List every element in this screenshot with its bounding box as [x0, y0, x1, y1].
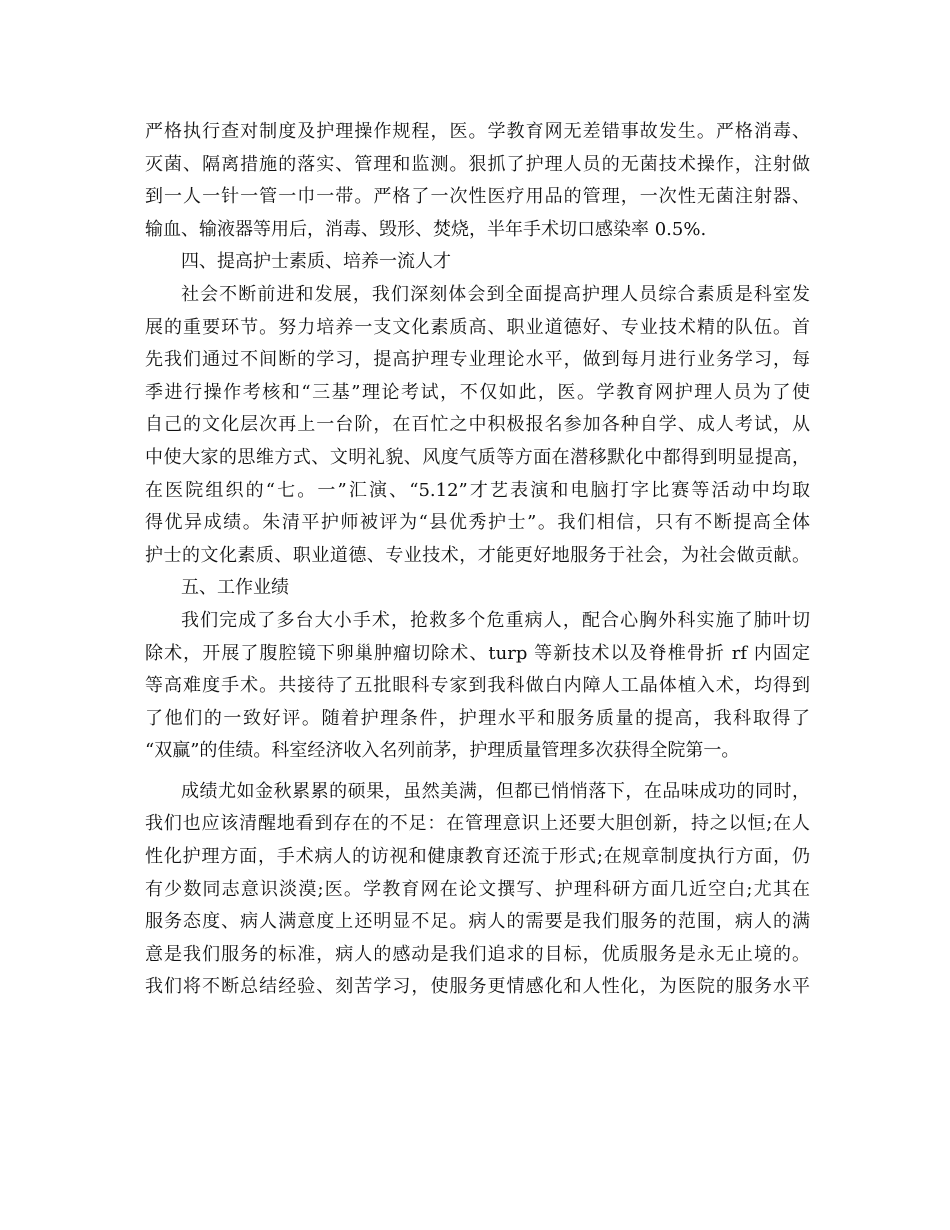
text-line: 护士的文化素质、职业道德、专业技术，才能更好地服务于社会，为社会做贡献。	[145, 544, 810, 566]
text-line: 灭菌、隔离措施的落实、管理和监测。狠抓了护理人员的无菌技术操作，注射做	[145, 153, 810, 175]
text-line: 成绩尤如金秋累累的硕果，虽然美满，但都已悄悄落下，在品味成功的同时，	[181, 780, 810, 802]
text-line: 服务态度、病人满意度上还明显不足。病人的需要是我们服务的范围，病人的满	[145, 911, 810, 933]
text-line: 先我们通过不间断的学习，提高护理专业理论水平，做到每月进行业务学习，每	[145, 349, 810, 371]
text-line: 季进行操作考核和“三基”理论考试，不仅如此，医。学教育网护理人员为了使	[145, 381, 810, 403]
text-line: 社会不断前进和发展，我们深刻体会到全面提高护理人员综合素质是科室发	[181, 283, 810, 305]
text-line: 了他们的一致好评。随着护理条件，护理水平和服务质量的提高，我科取得了	[145, 707, 810, 729]
text-line: 输血、输液器等用后，消毒、毁形、焚烧，半年手术切口感染率 0.5%.	[145, 218, 707, 240]
text-line: “双赢”的佳绩。科室经济收入名列前茅，护理质量管理多次获得全院第一。	[145, 740, 740, 762]
text-line: 中使大家的思维方式、文明礼貌、风度气质等方面在潜移默化中都得到明显提高，	[145, 446, 810, 468]
text-line: 意是我们服务的标准，病人的感动是我们追求的目标，优质服务是永无止境的。	[145, 943, 810, 965]
text-line: 性化护理方面，手术病人的访视和健康教育还流于形式;在规章制度执行方面，仍	[145, 846, 810, 868]
text-line: 我们也应该清醒地看到存在的不足：在管理意识上还要大胆创新，持之以恒;在人	[145, 813, 810, 835]
text-line: 自己的文化层次再上一台阶，在百忙之中积极报名参加各种自学、成人考试，从	[145, 414, 810, 436]
text-line: 除术，开展了腹腔镜下卵巢肿瘤切除术、turp 等新技术以及脊椎骨折 rf 内固定	[145, 642, 810, 664]
text-line: 我们将不断总结经验、刻苦学习，使服务更情感化和人性化，为医院的服务水平	[145, 976, 810, 998]
text-line: 严格执行查对制度及护理操作规程，医。学教育网无差错事故发生。严格消毒、	[145, 121, 810, 142]
text-line: 展的重要环节。努力培养一支文化素质高、职业道德好、专业技术精的队伍。首	[145, 316, 810, 338]
text-line: 在医院组织的“七。一”汇演、“5.12”才艺表演和电脑打字比赛等活动中均取	[145, 479, 810, 501]
section-heading-5: 五、工作业绩	[181, 577, 289, 599]
text-line: 我们完成了多台大小手术，抢救多个危重病人，配合心胸外科实施了肺叶切	[181, 609, 810, 631]
text-line: 到一人一针一管一巾一带。严格了一次性医疗用品的管理，一次性无菌注射器、	[145, 186, 810, 208]
paragraph-gap	[145, 768, 810, 776]
text-line: 得优异成绩。朱清平护师被评为“县优秀护士”。我们相信，只有不断提高全体	[145, 512, 810, 534]
document-body	[145, 116, 810, 1004]
section-heading-4: 四、提高护士素质、培养一流人才	[181, 251, 451, 273]
text-line: 等高难度手术。共接待了五批眼科专家到我科做白内障人工晶体植入术，均得到	[145, 675, 810, 697]
text-line: 有少数同志意识淡漠;医。学教育网在论文撰写、护理科研方面几近空白;尤其在	[145, 878, 810, 900]
